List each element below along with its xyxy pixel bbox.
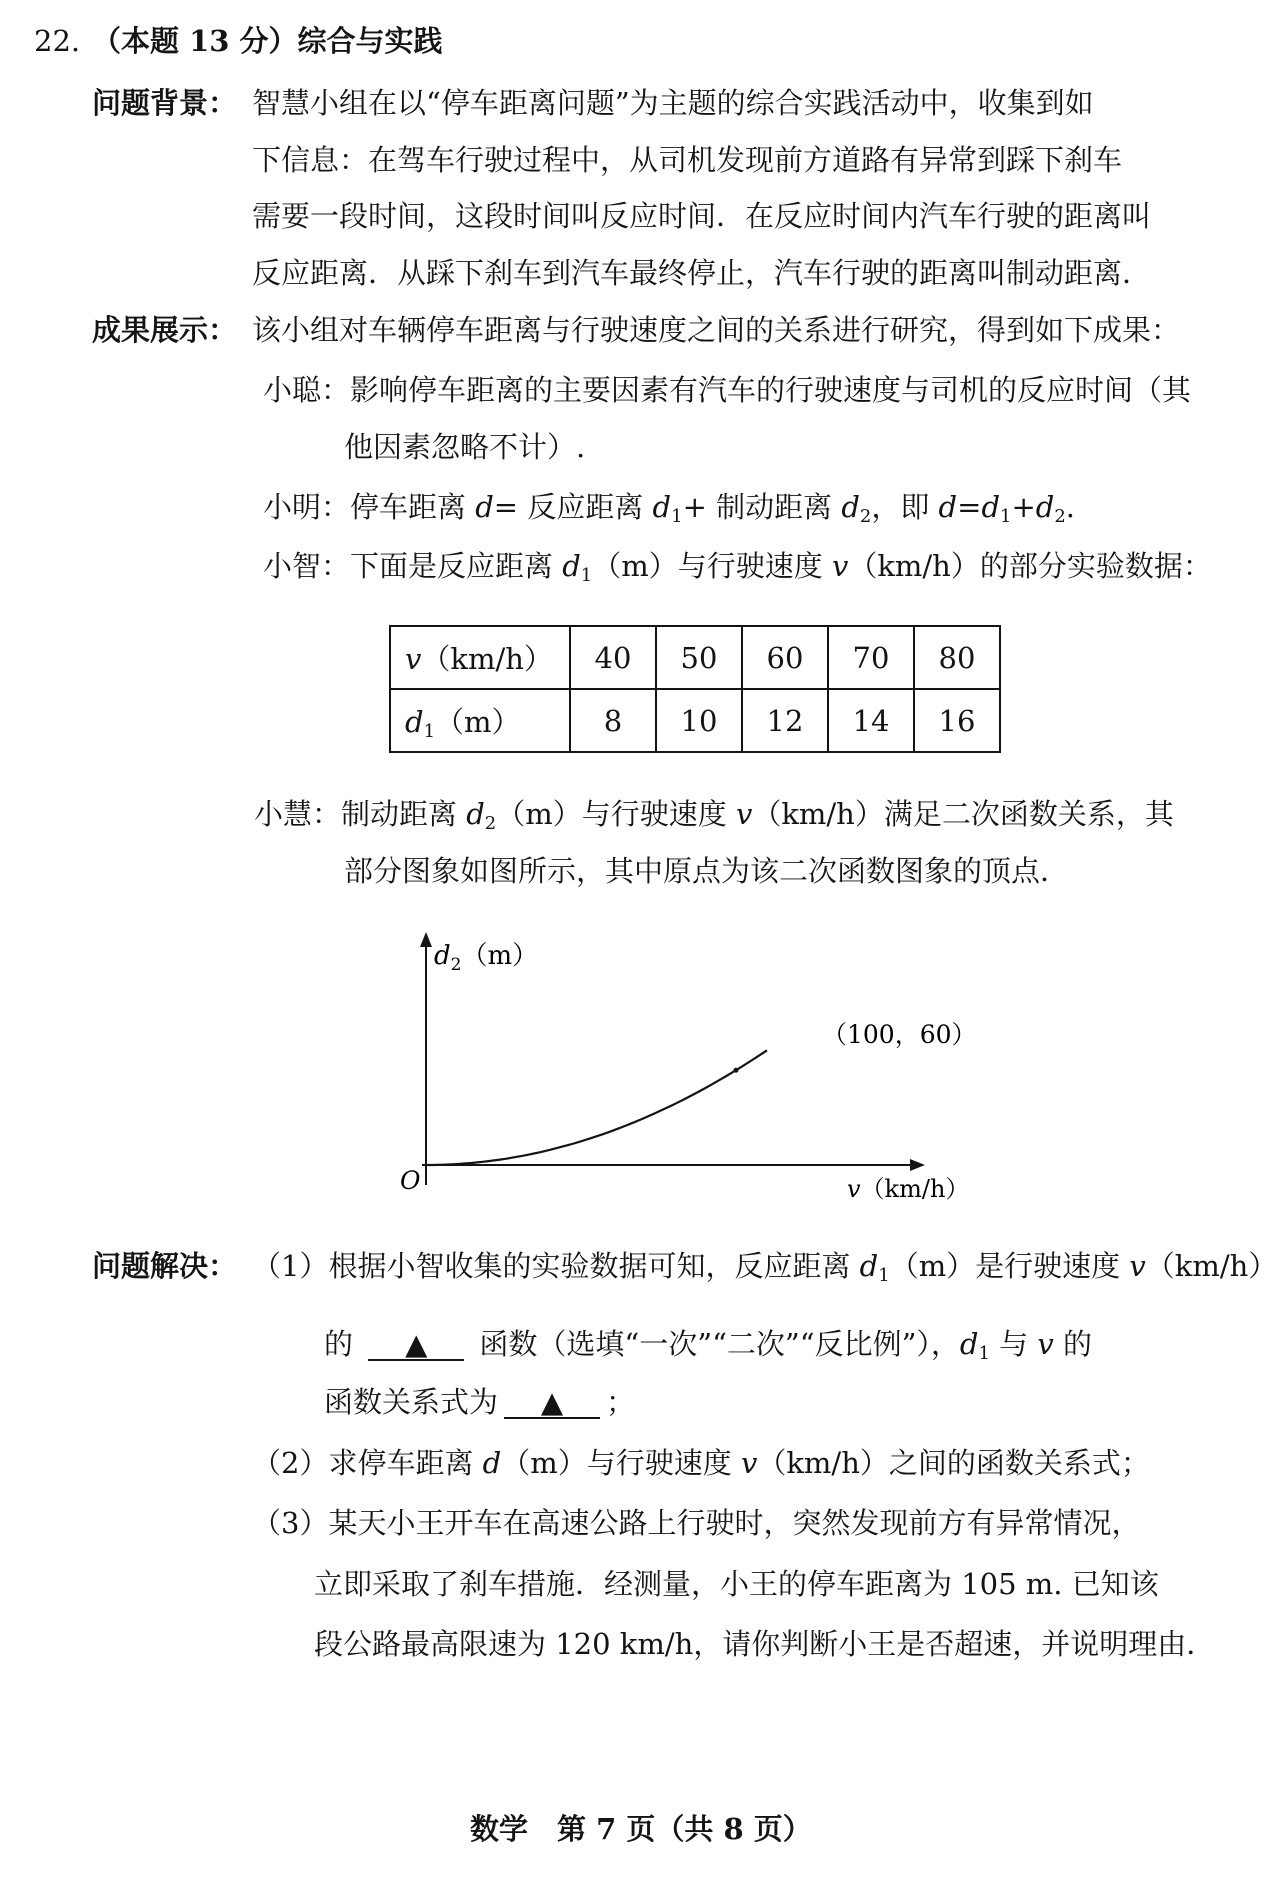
table-cell: 80 bbox=[914, 626, 1000, 689]
quadratic-curve bbox=[426, 1050, 767, 1165]
xiaocong-line-1: 小聪：影响停车距离的主要因素有汽车的行驶速度与司机的反应时间（其 bbox=[263, 373, 1192, 407]
solution-label: 问题解决： bbox=[92, 1249, 238, 1283]
x-axis-label: v（km/h） bbox=[847, 1175, 970, 1203]
table-row bbox=[390, 626, 1000, 689]
xiaohui-line-2: 部分图象如图所示，其中原点为该二次函数图象的顶点． bbox=[344, 854, 1070, 888]
answer-blank-1[interactable]: ▲ bbox=[368, 1329, 464, 1361]
q3-line-2: 立即采取了刹车措施．经测量，小王的停车距离为 105 m. 已知该 bbox=[314, 1567, 1159, 1601]
q1-line-3: 函数关系式为 ▲ ； bbox=[324, 1385, 636, 1419]
xiaocong-line-2: 他因素忽略不计）. bbox=[344, 430, 586, 464]
q1-line-1: （1）根据小智收集的实验数据可知，反应距离 $d_1(m)$是行驶速度 v（km/h） bbox=[252, 1249, 1278, 1287]
background-line-4: 反应距离．从踩下刹车到汽车最终停止，汽车行驶的距离叫制动距离． bbox=[252, 256, 1152, 290]
table-cell: 14 bbox=[828, 689, 914, 752]
q1-line-2: 的 ▲ 函数（选填“一次”“二次”“反比例”），$d_1$ 与 v 的 bbox=[324, 1327, 1092, 1365]
table-cell: 50 bbox=[656, 626, 742, 689]
results-label: 成果展示： bbox=[92, 313, 238, 347]
background-label: 问题背景： bbox=[92, 86, 238, 120]
q3-line-3: 段公路最高限速为 120 km/h，请你判断小王是否超速，并说明理由． bbox=[314, 1627, 1216, 1661]
table-header-d1: $d_1(m)$ bbox=[390, 689, 570, 752]
table-cell: 12 bbox=[742, 689, 828, 752]
point-marker bbox=[734, 1068, 739, 1073]
table-header-v: v（km/h） bbox=[390, 626, 570, 689]
origin-label: O bbox=[400, 1166, 421, 1195]
table-cell: 10 bbox=[656, 689, 742, 752]
table-row bbox=[390, 689, 1000, 752]
experiment-table bbox=[389, 625, 1001, 753]
d2-graph bbox=[370, 930, 977, 1205]
question-header: （本题 13 分）综合与实践 bbox=[92, 24, 443, 58]
xiaohui-line-1: 小慧：制动距离 $d_2(m)$与行驶速度 v（km/h）满足二次函数关系，其 bbox=[254, 797, 1174, 835]
q3-line-1: （3）某天小王开车在高速公路上行驶时，突然发现前方有异常情况， bbox=[252, 1506, 1141, 1540]
y-axis-label: $d_2(m)$ bbox=[434, 941, 539, 975]
background-line-1: 智慧小组在以“停车距离问题”为主题的综合实践活动中，收集到如 bbox=[252, 86, 1094, 120]
table-cell: 70 bbox=[828, 626, 914, 689]
background-line-3: 需要一段时间，这段时间叫反应时间．在反应时间内汽车行驶的距离叫 bbox=[252, 199, 1152, 233]
table-cell: 16 bbox=[914, 689, 1000, 752]
table-cell: 60 bbox=[742, 626, 828, 689]
answer-blank-2[interactable]: ▲ bbox=[504, 1387, 600, 1419]
question-number: 22. bbox=[34, 24, 81, 58]
q2-line: （2）求停车距离 d（m）与行驶速度 v（km/h）之间的函数关系式； bbox=[252, 1446, 1150, 1480]
background-line-2: 下信息：在驾车行驶过程中，从司机发现前方道路有异常到踩下刹车 bbox=[252, 143, 1123, 177]
point-label: （100，60） bbox=[822, 1020, 977, 1049]
x-axis-arrow bbox=[910, 1159, 925, 1171]
xiaozhi-line: 小智：下面是反应距离 $d_1(m)$与行驶速度 v（km/h）的部分实验数据： bbox=[263, 549, 1212, 587]
xiaoming-line: 小明：停车距离 d= 反应距离 $d_1+$ 制动距离 $d_2$，即 $d=d_1+d_2$. bbox=[263, 490, 1075, 528]
results-intro: 该小组对车辆停车距离与行驶速度之间的关系进行研究，得到如下成果： bbox=[252, 313, 1181, 347]
table-cell: 8 bbox=[570, 689, 656, 752]
page-footer: 数学 第 7 页（共 8 页） bbox=[470, 1812, 812, 1846]
y-axis-arrow bbox=[420, 932, 432, 947]
table-cell: 40 bbox=[570, 626, 656, 689]
